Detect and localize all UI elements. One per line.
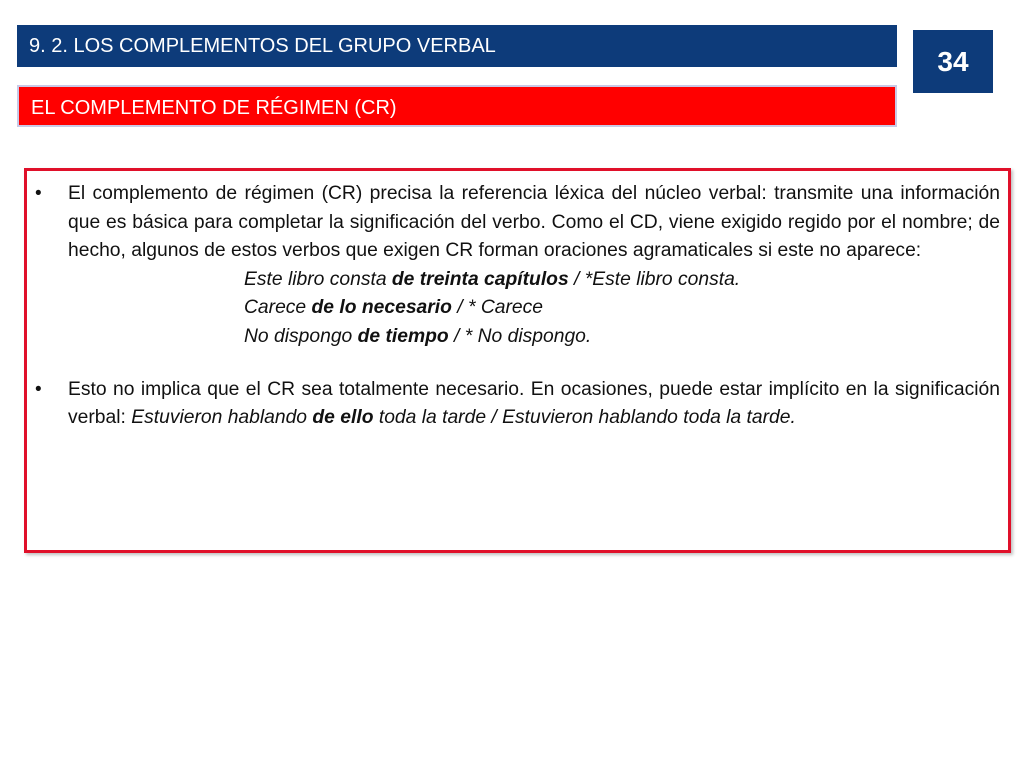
bullet-item-2	[35, 376, 1000, 433]
example-2-pre: Carece	[244, 297, 312, 319]
example-2-post: / * Carece	[451, 297, 543, 319]
bullet-list	[35, 180, 1000, 433]
example-1-pre: Este libro consta	[244, 268, 392, 290]
example-3-post: / * No dispongo.	[448, 325, 592, 347]
section-title: 9. 2. LOS COMPLEMENTOS DEL GRUPO VERBAL	[29, 35, 496, 57]
bullet-dot-icon: •	[35, 183, 42, 204]
example-1-post: / *Este libro consta.	[568, 268, 741, 290]
page-number: 34	[937, 46, 969, 77]
example-line-1	[68, 266, 1000, 295]
example-line-2	[68, 294, 1000, 323]
bullet-2-example-post: toda la tarde / Estuvieron hablando toda la tarde.	[373, 407, 796, 429]
subtitle: EL COMPLEMENTO DE RÉGIMEN (CR)	[31, 97, 397, 119]
content-box	[24, 168, 1011, 553]
bullet-2-example-bold: de ello	[312, 407, 374, 429]
bullet-2-text: Esto no implica que el CR sea totalmente necesario. En ocasiones, puede estar implícito en la significación verbal:	[68, 378, 1000, 429]
example-3-pre: No dispongo	[244, 325, 358, 347]
bullet-2-example-pre: Estuvieron hablando	[131, 407, 313, 429]
bullet-1-text: El complemento de régimen (CR) precisa la referencia léxica del núcleo verbal: transmite una información que es básica para completar la significación del verbo. Como el CD, viene exigido regido por el nombre; de hecho, algunos de estos verbos que exigen CR forman oraciones agramaticales si este no aparece:	[68, 183, 1000, 262]
example-2-bold: de lo necesario	[311, 297, 452, 319]
bullet-item-1	[35, 180, 1000, 352]
subtitle-bar	[17, 85, 897, 127]
page-number-badge	[913, 30, 993, 93]
example-line-3	[68, 323, 1000, 352]
example-1-bold: de treinta capítulos	[391, 268, 569, 290]
bullet-dot-icon: •	[35, 378, 42, 400]
example-3-bold: de tiempo	[357, 325, 449, 347]
section-title-bar	[17, 25, 897, 67]
